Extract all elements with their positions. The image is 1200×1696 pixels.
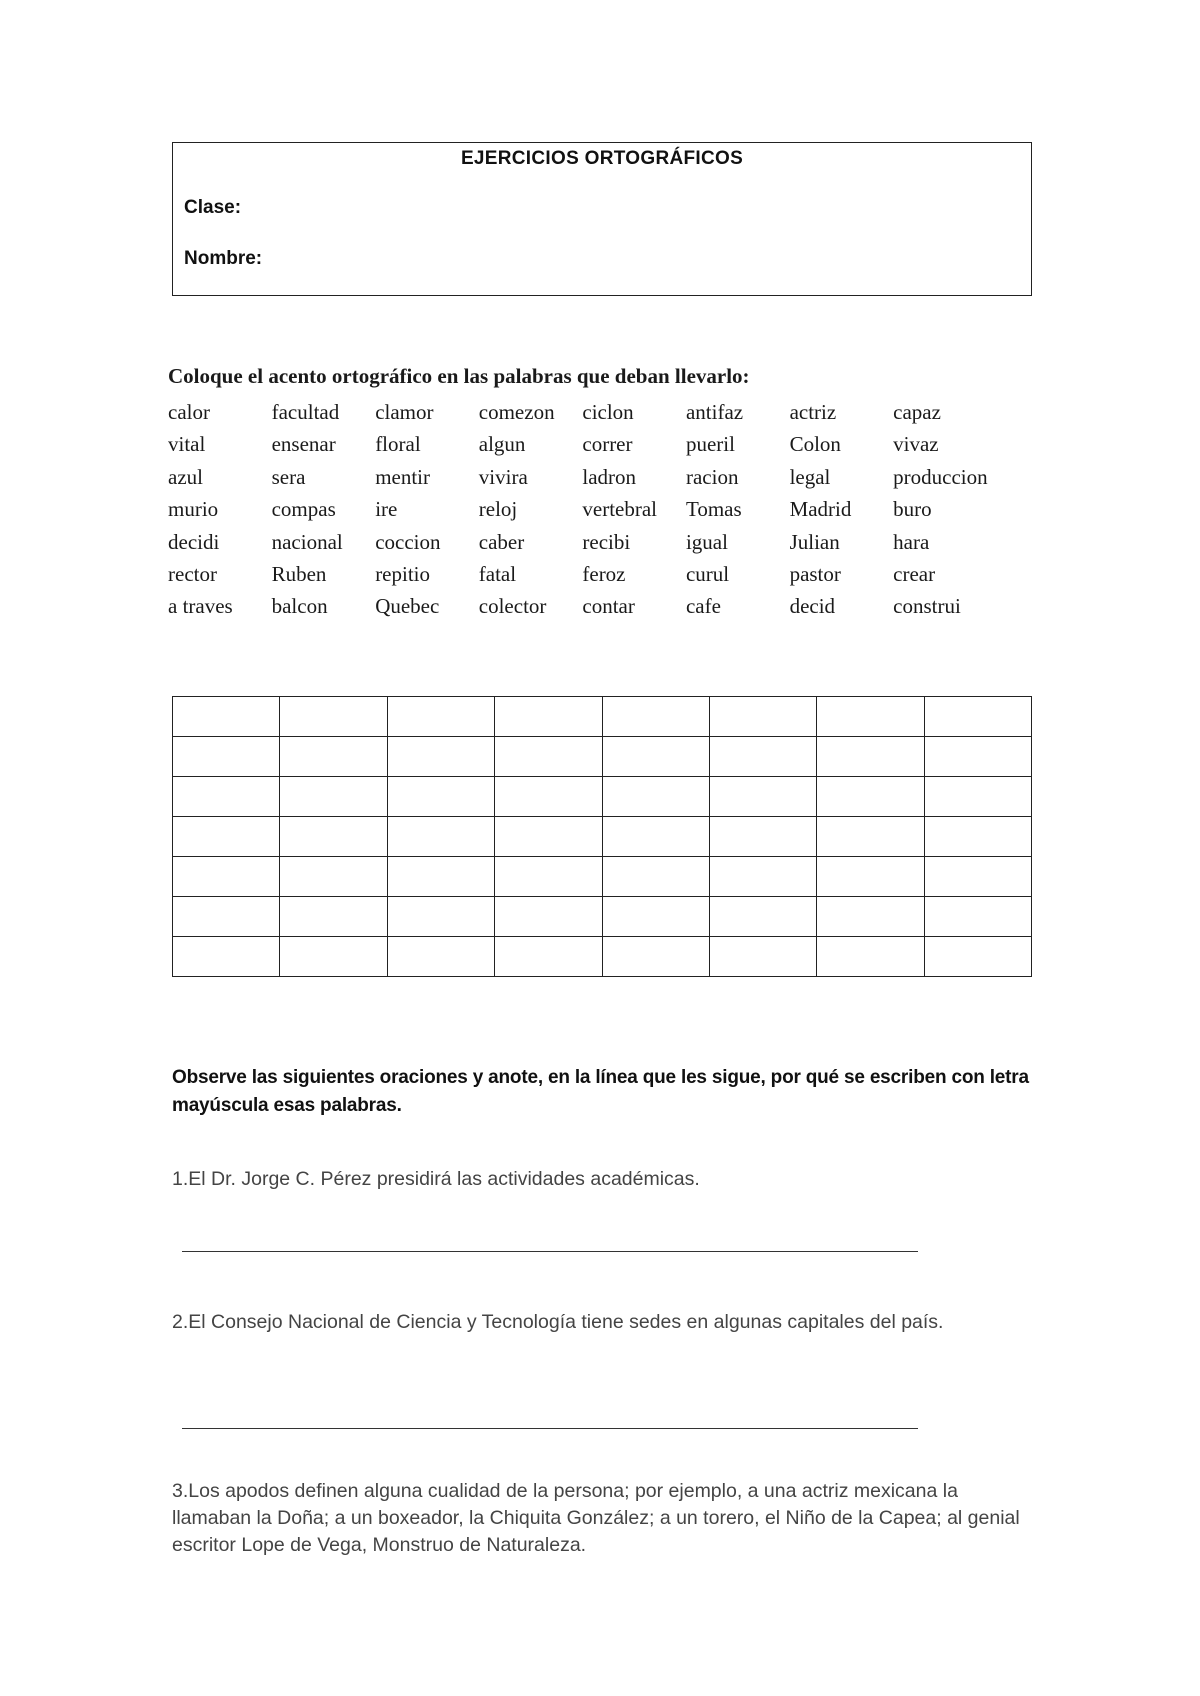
word-cell: cafe (685, 594, 721, 619)
word-cell: sera (271, 464, 306, 489)
table-cell[interactable] (387, 937, 494, 977)
table-cell[interactable] (602, 697, 709, 737)
table-cell[interactable] (817, 937, 924, 977)
table-cell[interactable] (173, 857, 280, 897)
table-cell[interactable] (387, 897, 494, 937)
word-cell: ciclon (582, 400, 634, 424)
table-cell[interactable] (280, 937, 387, 977)
table-cell[interactable] (924, 857, 1031, 897)
table-cell[interactable] (495, 697, 602, 737)
table-cell[interactable] (602, 937, 709, 977)
table-row (173, 937, 1032, 977)
table-cell[interactable] (709, 697, 816, 737)
word-cell: ladron (582, 464, 637, 489)
table-cell[interactable] (280, 737, 387, 777)
table-cell[interactable] (173, 697, 280, 737)
table-cell[interactable] (709, 737, 816, 777)
table-cell[interactable] (173, 937, 280, 977)
table-cell[interactable] (817, 857, 924, 897)
word-cell: construi (893, 594, 961, 619)
word-cell: azul (168, 464, 203, 489)
table-cell[interactable] (495, 777, 602, 817)
word-cell: correr (582, 432, 633, 457)
word-cell: colector (478, 594, 547, 619)
word-cell: recibi (582, 529, 631, 554)
table-cell[interactable] (817, 817, 924, 857)
table-cell[interactable] (817, 897, 924, 937)
word-cell: clamor (375, 400, 434, 424)
word-cell: balcon (271, 594, 328, 619)
nombre-label: Nombre: (184, 248, 263, 269)
answer-line-2[interactable] (182, 1428, 918, 1429)
word-cell: buro (893, 497, 932, 522)
word-cell: vivira (478, 464, 528, 489)
word-cell: contar (582, 594, 635, 619)
word-cell: antifaz (685, 400, 744, 424)
clase-label: Clase: (184, 197, 242, 218)
sentence-3: 3.Los apodos definen alguna cualidad de la persona; por ejemplo, a una actriz mexicana la llamaban la Doña; a un boxeador, la Chiquita González; a un torero, el Niño de la Capea; al genial escritor Lope de Vega, Monstruo de Naturaleza. (172, 1480, 1020, 1556)
word-cell: a traves (168, 594, 233, 619)
table-cell[interactable] (709, 817, 816, 857)
table-cell[interactable] (924, 777, 1031, 817)
word-cell: Ruben (271, 561, 327, 586)
table-cell[interactable] (602, 897, 709, 937)
word-cell: decidi (168, 529, 220, 554)
table-cell[interactable] (387, 817, 494, 857)
word-cell: Madrid (789, 497, 852, 522)
word-cell: algun (478, 432, 526, 457)
word-cell: capaz (893, 400, 941, 424)
word-cell: compas (271, 497, 336, 522)
word-cell: ire (375, 497, 398, 522)
word-cell: calor (168, 400, 210, 424)
word-cell: rector (168, 561, 217, 586)
table-cell[interactable] (817, 697, 924, 737)
word-cell: curul (685, 561, 730, 586)
table-cell[interactable] (495, 897, 602, 937)
table-cell[interactable] (387, 777, 494, 817)
table-cell[interactable] (173, 897, 280, 937)
word-cell: vivaz (893, 432, 939, 457)
table-cell[interactable] (924, 937, 1031, 977)
table-cell[interactable] (709, 937, 816, 977)
accent-instruction: Coloque el acento ortográfico en las palabras que deban llevarlo: (168, 364, 750, 388)
word-cell: floral (375, 432, 421, 457)
table-cell[interactable] (495, 857, 602, 897)
word-cell: hara (893, 529, 930, 554)
sentence-1: 1.El Dr. Jorge C. Pérez presidirá las actividades académicas. (172, 1168, 700, 1190)
word-cell: racion (685, 464, 739, 489)
table-row (173, 697, 1032, 737)
word-cell: pastor (789, 561, 841, 586)
answer-line-1[interactable] (182, 1251, 918, 1252)
table-cell[interactable] (280, 777, 387, 817)
word-cell: Quebec (375, 594, 440, 619)
table-cell[interactable] (280, 857, 387, 897)
word-cell: crear (893, 561, 936, 586)
table-cell[interactable] (602, 777, 709, 817)
word-cell: produccion (893, 464, 988, 489)
table-cell[interactable] (709, 897, 816, 937)
table-cell[interactable] (709, 857, 816, 897)
word-cell: decid (789, 594, 836, 619)
table-cell[interactable] (817, 777, 924, 817)
word-list-grid (168, 400, 997, 627)
word-cell: coccion (375, 529, 441, 554)
word-cell: actriz (789, 400, 837, 424)
table-cell[interactable] (387, 697, 494, 737)
word-cell: Colon (789, 432, 841, 457)
table-cell[interactable] (387, 857, 494, 897)
word-cell: vital (168, 432, 206, 457)
sentence-2: 2.El Consejo Nacional de Ciencia y Tecnología tiene sedes en algunas capitales del país. (172, 1311, 944, 1333)
table-cell[interactable] (173, 777, 280, 817)
table-cell[interactable] (280, 817, 387, 857)
table-cell[interactable] (173, 737, 280, 777)
table-cell[interactable] (387, 737, 494, 777)
table-row (173, 897, 1032, 937)
table-cell[interactable] (602, 817, 709, 857)
table-cell[interactable] (924, 697, 1031, 737)
word-cell: mentir (375, 464, 431, 489)
table-row (173, 777, 1032, 817)
table-cell[interactable] (280, 897, 387, 937)
page-title: EJERCICIOS ORTOGRÁFICOS (460, 148, 744, 169)
table-cell[interactable] (924, 817, 1031, 857)
word-cell: feroz (582, 561, 626, 586)
table-cell[interactable] (280, 697, 387, 737)
table-cell[interactable] (924, 737, 1031, 777)
table-cell[interactable] (602, 737, 709, 777)
table-cell[interactable] (495, 737, 602, 777)
word-cell: caber (478, 529, 525, 554)
word-cell: repitio (375, 561, 431, 586)
word-cell: Tomas (685, 497, 742, 522)
header-box (172, 142, 1032, 296)
table-cell[interactable] (602, 857, 709, 897)
table-cell[interactable] (173, 817, 280, 857)
answer-table (172, 696, 1032, 977)
word-cell: pueril (685, 432, 735, 457)
word-cell: reloj (478, 497, 518, 522)
capitalization-instruction: Observe las siguientes oraciones y anote, en la línea que les sigue, por qué se escriben con letra mayúscula esas palabras. (172, 1067, 1029, 1116)
word-cell: legal (789, 464, 831, 489)
table-cell[interactable] (709, 777, 816, 817)
word-cell: comezon (478, 400, 555, 424)
word-cell: Julian (789, 529, 840, 554)
word-cell: vertebral (582, 497, 657, 522)
table-cell[interactable] (495, 937, 602, 977)
word-cell: fatal (478, 561, 517, 586)
table-cell[interactable] (924, 897, 1031, 937)
table-cell[interactable] (817, 737, 924, 777)
table-row (173, 857, 1032, 897)
word-cell: murio (168, 497, 219, 522)
table-row (173, 817, 1032, 857)
word-cell: ensenar (271, 432, 336, 457)
word-cell: facultad (271, 400, 340, 424)
word-cell: nacional (271, 529, 343, 554)
table-cell[interactable] (495, 817, 602, 857)
table-row (173, 737, 1032, 777)
word-cell: igual (685, 529, 728, 554)
